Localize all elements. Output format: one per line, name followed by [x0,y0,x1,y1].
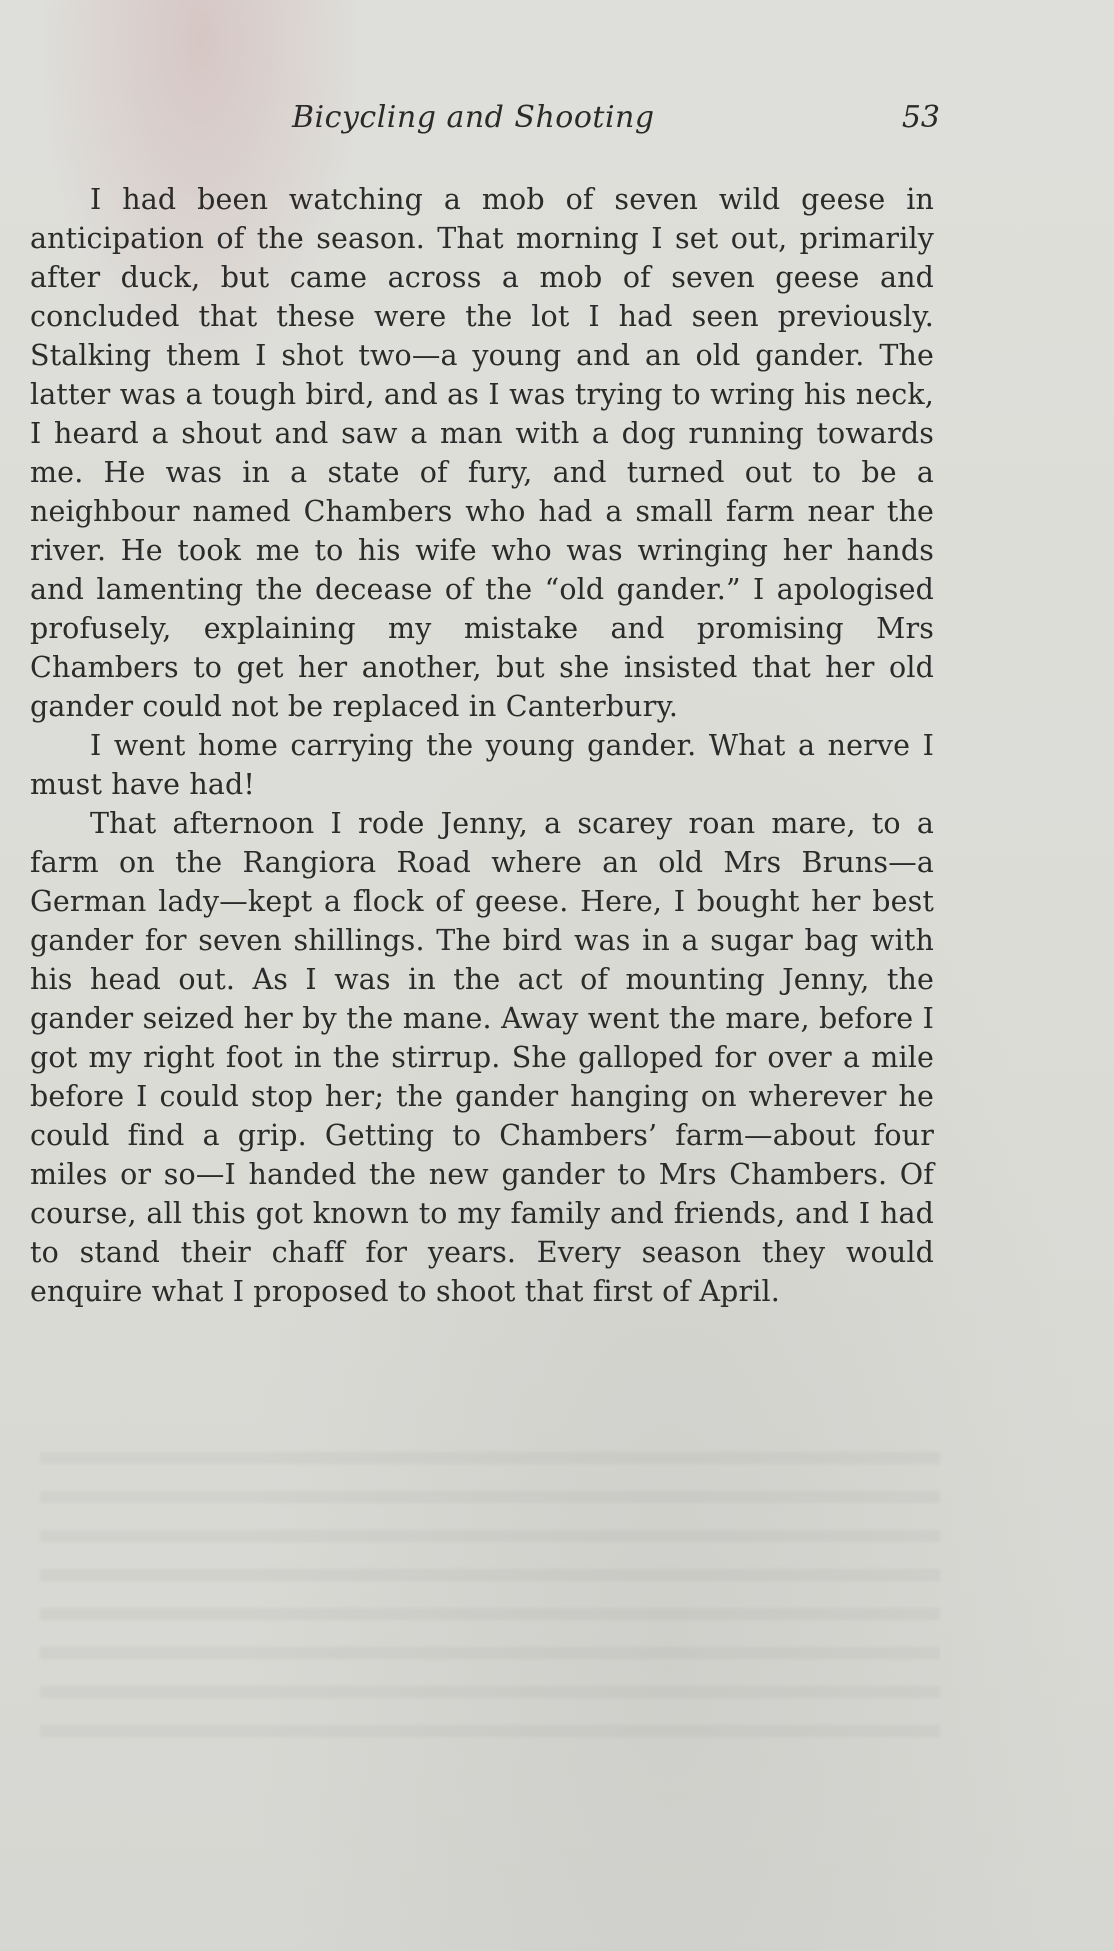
bleed-through-text [40,1430,940,1740]
paragraph-2: I went home carrying the young gander. What a nerve I must have had! [30,729,934,801]
page-number: 53 [901,100,940,135]
paragraph-1: I had been watching a mob of seven wild geese in anticipation of the season. That morning I set out, primarily after duck, but came across a mob of seven geese and concluded that these were the lot I had seen previously. Stalking them I shot two—a young and an old gander. The latter was a tough bird, and as I was trying to wring his neck, I heard a shout and saw a man with a dog running towards me. He was in a state of fury, and turned out to be a neighbour named Chambers who had a small farm near the river. He took me to his wife who was wringing her hands and lamenting the decease of the “old gander.” I apologised profusely, explaining my mistake and promising Mrs Chambers to get her another, but she insisted that her old gander could not be replaced in Canterbury. [30,183,934,723]
running-title: Bicycling and Shooting [292,100,655,135]
paragraph-3: That afternoon I rode Jenny, a scarey roan mare, to a farm on the Rangiora Road where an old Mrs Bruns—a German lady—kept a flock of geese. Here, I bought her best gander for seven shillings. The bird was in a sugar bag with his head out. As I was in the act of mounting Jenny, the gander seized her by the mane. Away went the mare, before I got my right foot in the stirrup. She galloped for over a mile before I could stop her; the gander hanging on wherever he could find a grip. Getting to Chambers’ farm—about four miles or so—I handed the new gander to Mrs Chambers. Of course, all this got known to my family and friends, and I had to stand their chaff for years. Every season they would enquire what I proposed to shoot that first of April. [30,807,934,1308]
body-text [30,180,934,1311]
running-header [30,100,940,140]
